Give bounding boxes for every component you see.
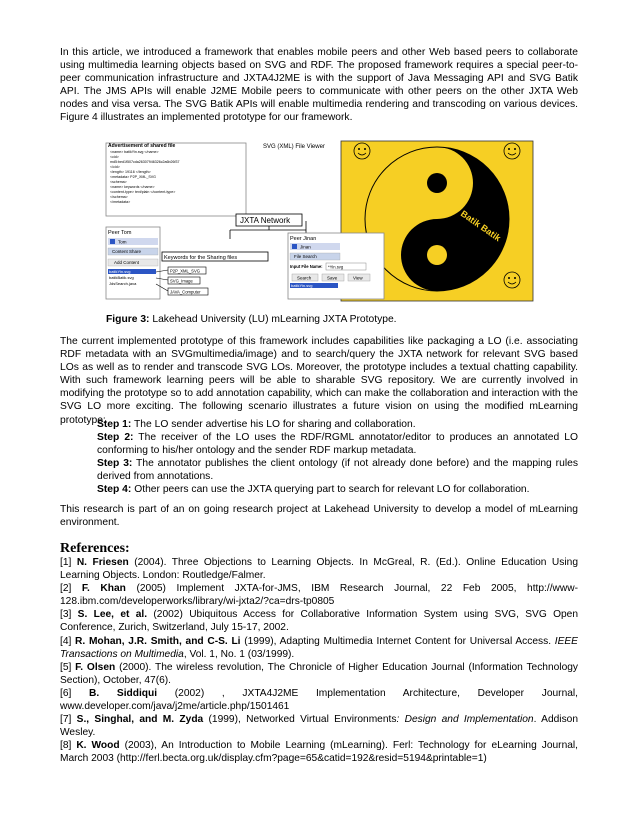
- tom-file-item[interactable]: batikYin.svg: [109, 269, 131, 274]
- input-file-name-field[interactable]: *Yin.svg: [328, 264, 344, 270]
- adv-line: <length> 19116 </length>: [110, 170, 151, 174]
- file-search-tab[interactable]: File Search: [294, 254, 317, 259]
- caption-label: Figure 3:: [106, 314, 150, 325]
- reference-item: [60, 661, 578, 687]
- ref-num: [8]: [60, 740, 72, 752]
- tom-file-item[interactable]: JdsSearch.java: [109, 281, 137, 286]
- smiley-icon: [504, 272, 520, 288]
- ref-author: F. Olsen: [75, 661, 116, 673]
- prototype-figure: [100, 135, 540, 303]
- tom-user: Tom: [118, 239, 127, 245]
- reference-item: [60, 582, 578, 608]
- ref-text: (2002) Ubiquitous Access for Collaborative Information System using SVG, SVG Open Conference, Zurich, Switzerland, July 15-17, 2002.: [60, 609, 579, 634]
- step-label: Step 1:: [97, 419, 132, 430]
- reference-item: [60, 608, 578, 634]
- ref-author: F. Khan: [81, 583, 126, 595]
- keyword-tag: SVG_Image: [170, 278, 193, 284]
- reference-item: [60, 635, 578, 661]
- reference-item: [60, 687, 578, 713]
- ref-italic: : Design and Implementation: [396, 714, 534, 726]
- step-item: [97, 457, 578, 483]
- keywords-label: Keywords for the Sharing files: [164, 255, 238, 261]
- ref-num: [3]: [60, 609, 72, 621]
- caption-text: Lakehead University (LU) mLearning JXTA Prototype.: [149, 314, 397, 325]
- adv-line: <schema>: [110, 180, 127, 184]
- step-label: Step 3:: [97, 458, 133, 470]
- add-content-button[interactable]: Add Content: [114, 260, 140, 265]
- adv-line: <name> batikYin.svg </name>: [110, 150, 159, 154]
- ref-text: (2000). The wireless revolution, The Chronicle of Higher Education Journal (Information Technology Section), October, 47(6).: [60, 661, 578, 686]
- ref-text: (1999), Adapting Multimedia Internet Content for Universal Access.: [240, 635, 555, 647]
- jxta-network-label: JXTA Network: [240, 216, 291, 225]
- result-file-item[interactable]: batikYin.svg: [291, 283, 313, 288]
- steps-list: [97, 418, 578, 497]
- current-prototype-paragraph: The current implemented prototype of this framework includes capabilities like packaging a LO (i.e. associating RDF metadata with an SVGmultimedia/image) and to search/query the JXTA network for relevant SVG based LOs as well as to render and transcode SVG LOs. Moreover, the prototype includes a textual chatting capability. With such framework learning peers will be able to sharable SVG repository. We are currently involved in modifying the prototype so to add annotation capability, which can make the collaboration and interaction with the SVG LO more exciting. The following scenario illustrates a future vision on using the modified mLearning prototype:: [60, 336, 578, 426]
- ref-author: S. Lee, et al.: [77, 609, 148, 621]
- ref-num: [2]: [60, 583, 72, 595]
- advertisement-panel: [106, 143, 246, 216]
- tom-file-item[interactable]: batikBatik.svg: [109, 275, 134, 280]
- reference-item: [60, 556, 578, 582]
- ref-num: [1]: [60, 557, 72, 568]
- reference-item: [60, 739, 578, 765]
- step-text: Other peers can use the JXTA querying part to search for relevant LO for collaboration.: [131, 484, 530, 496]
- ref-author: N. Friesen: [76, 557, 129, 568]
- references-heading: References:: [60, 541, 130, 556]
- keyword-tag: JAVA_Computer: [170, 289, 201, 295]
- step-item: [97, 418, 578, 431]
- ref-num: [6]: [60, 687, 72, 699]
- peer-jinan-title: Peer Jinan: [290, 236, 317, 242]
- ref-tail: . Addison Wesley.: [60, 714, 578, 739]
- step-label: Step 4:: [97, 484, 132, 496]
- smiley-icon: [504, 143, 520, 159]
- keywords-panel: [156, 252, 268, 295]
- adv-line: <content-type> text/plain </content-type>: [110, 190, 176, 194]
- ref-author: B. Siddiqui: [89, 687, 158, 699]
- ref-text: (2005) Implement JXTA-for-JMS, IBM Research Journal, 22 Feb 2005, http://www-128.ibm.com/developerworks/library/wi-jxta2/?ca=drs-tp0805: [60, 583, 578, 608]
- svg-viewer-title: SVG (XML) File Viewer: [263, 144, 325, 150]
- adv-line: <metadata> P2P_XML_SVG: [110, 175, 156, 179]
- ref-text: (2002) , JXTA4J2ME Implementation Architecture, Developer Journal, www.developer.com/java/j2me/article.php/1501461: [60, 687, 578, 713]
- ref-tail: , Vol. 1, No. 1 (03/1999).: [183, 648, 295, 660]
- adv-line: md5:bed1f507cda26307946326c2a6b26f37: [110, 160, 180, 164]
- step-label: Step 2:: [97, 432, 134, 444]
- ref-num: [7]: [60, 714, 72, 726]
- peer-tom-panel: [106, 227, 160, 299]
- figure-svg: [100, 135, 540, 303]
- step-text: The annotator publishes the client ontology (if not already done before) and the mapping rules derived from annotations.: [97, 458, 578, 483]
- adv-line: </schema>: [110, 195, 128, 199]
- step-text: The receiver of the LO uses the RDF/RGML annotator/editor to produces an annotated LO conforming to his/her ontology and the sender RDF markup metadata.: [97, 432, 578, 457]
- view-button[interactable]: View: [353, 275, 363, 281]
- badge-text: Batik Batik: [458, 208, 503, 244]
- advertisement-title: Advertisement of shared file: [108, 143, 176, 149]
- adv-line: </cid>: [110, 165, 120, 169]
- adv-line: <cid>: [110, 155, 119, 159]
- ref-num: [4]: [60, 635, 72, 647]
- jinan-user: Jinan: [300, 244, 311, 250]
- figure-caption: [106, 313, 506, 326]
- intro-paragraph: In this article, we introduced a framework that enables mobile peers and other Web based peers to collaborate using multimedia learning objects based on SVG and RDF. The proposed framework requires a special peer-to-peer communication infrastructure and JXTA4J2ME is with the support of Java Messaging API and SVG Batik API. The JMS APIs will enable J2ME Mobile peers to communicate with other peers on the other JXTA Web nodes and visa versa. The SVG Batik APIs will enable multimedia rendering and transcoding on various devices. Figure 4 illustrates an implemented prototype for our framework.: [60, 47, 578, 124]
- adv-line: </metadata>: [110, 200, 131, 204]
- peer-tom-title: Peer Tom: [108, 230, 132, 236]
- smiley-icon: [354, 143, 370, 159]
- reference-item: [60, 713, 578, 739]
- ref-text: (1999), Networked Virtual Environments: [203, 714, 397, 726]
- ref-author: S., Singhal, and M. Zyda: [76, 714, 204, 726]
- ref-text: (2003), An Introduction to Mobile Learning (mLearning). Ferl: Technology for eLearning Journal, March 2003 (http://ferl.becta.org.uk/display.cfm?page=65&catid=192&resid=5194&printable=1): [60, 740, 578, 765]
- step-text: The LO sender advertise his LO for sharing and collaboration.: [131, 419, 416, 430]
- adv-line: <name> keywords </name>: [110, 185, 155, 189]
- ref-author: K. Wood: [76, 740, 120, 752]
- input-file-name-label: Input File Name:: [290, 264, 323, 269]
- step-item: [97, 431, 578, 457]
- references-list: [60, 556, 578, 766]
- ref-num: [5]: [60, 661, 72, 673]
- content-share-tab[interactable]: Content Share: [112, 249, 142, 254]
- research-paragraph: This research is part of an on going research project at Lakehead University to develop a model of mLearning environment.: [60, 504, 578, 529]
- ref-author: R. Mohan, J.R. Smith, and C-S. Li: [75, 635, 241, 647]
- ref-italic: IEEE Transactions on Multimedia: [60, 635, 578, 660]
- keyword-tag: P2P_XML_SVG: [170, 268, 201, 274]
- step-item: [97, 483, 578, 496]
- save-button[interactable]: Save: [327, 275, 338, 281]
- ref-text: (2004). Three Objections to Learning Objects. In McGreal, R. (Ed.). Online Education Using Learning Objects. London: Routledge/Falmer.: [60, 557, 578, 582]
- peer-jinan-panel: [288, 233, 384, 299]
- search-button[interactable]: Search: [297, 275, 312, 281]
